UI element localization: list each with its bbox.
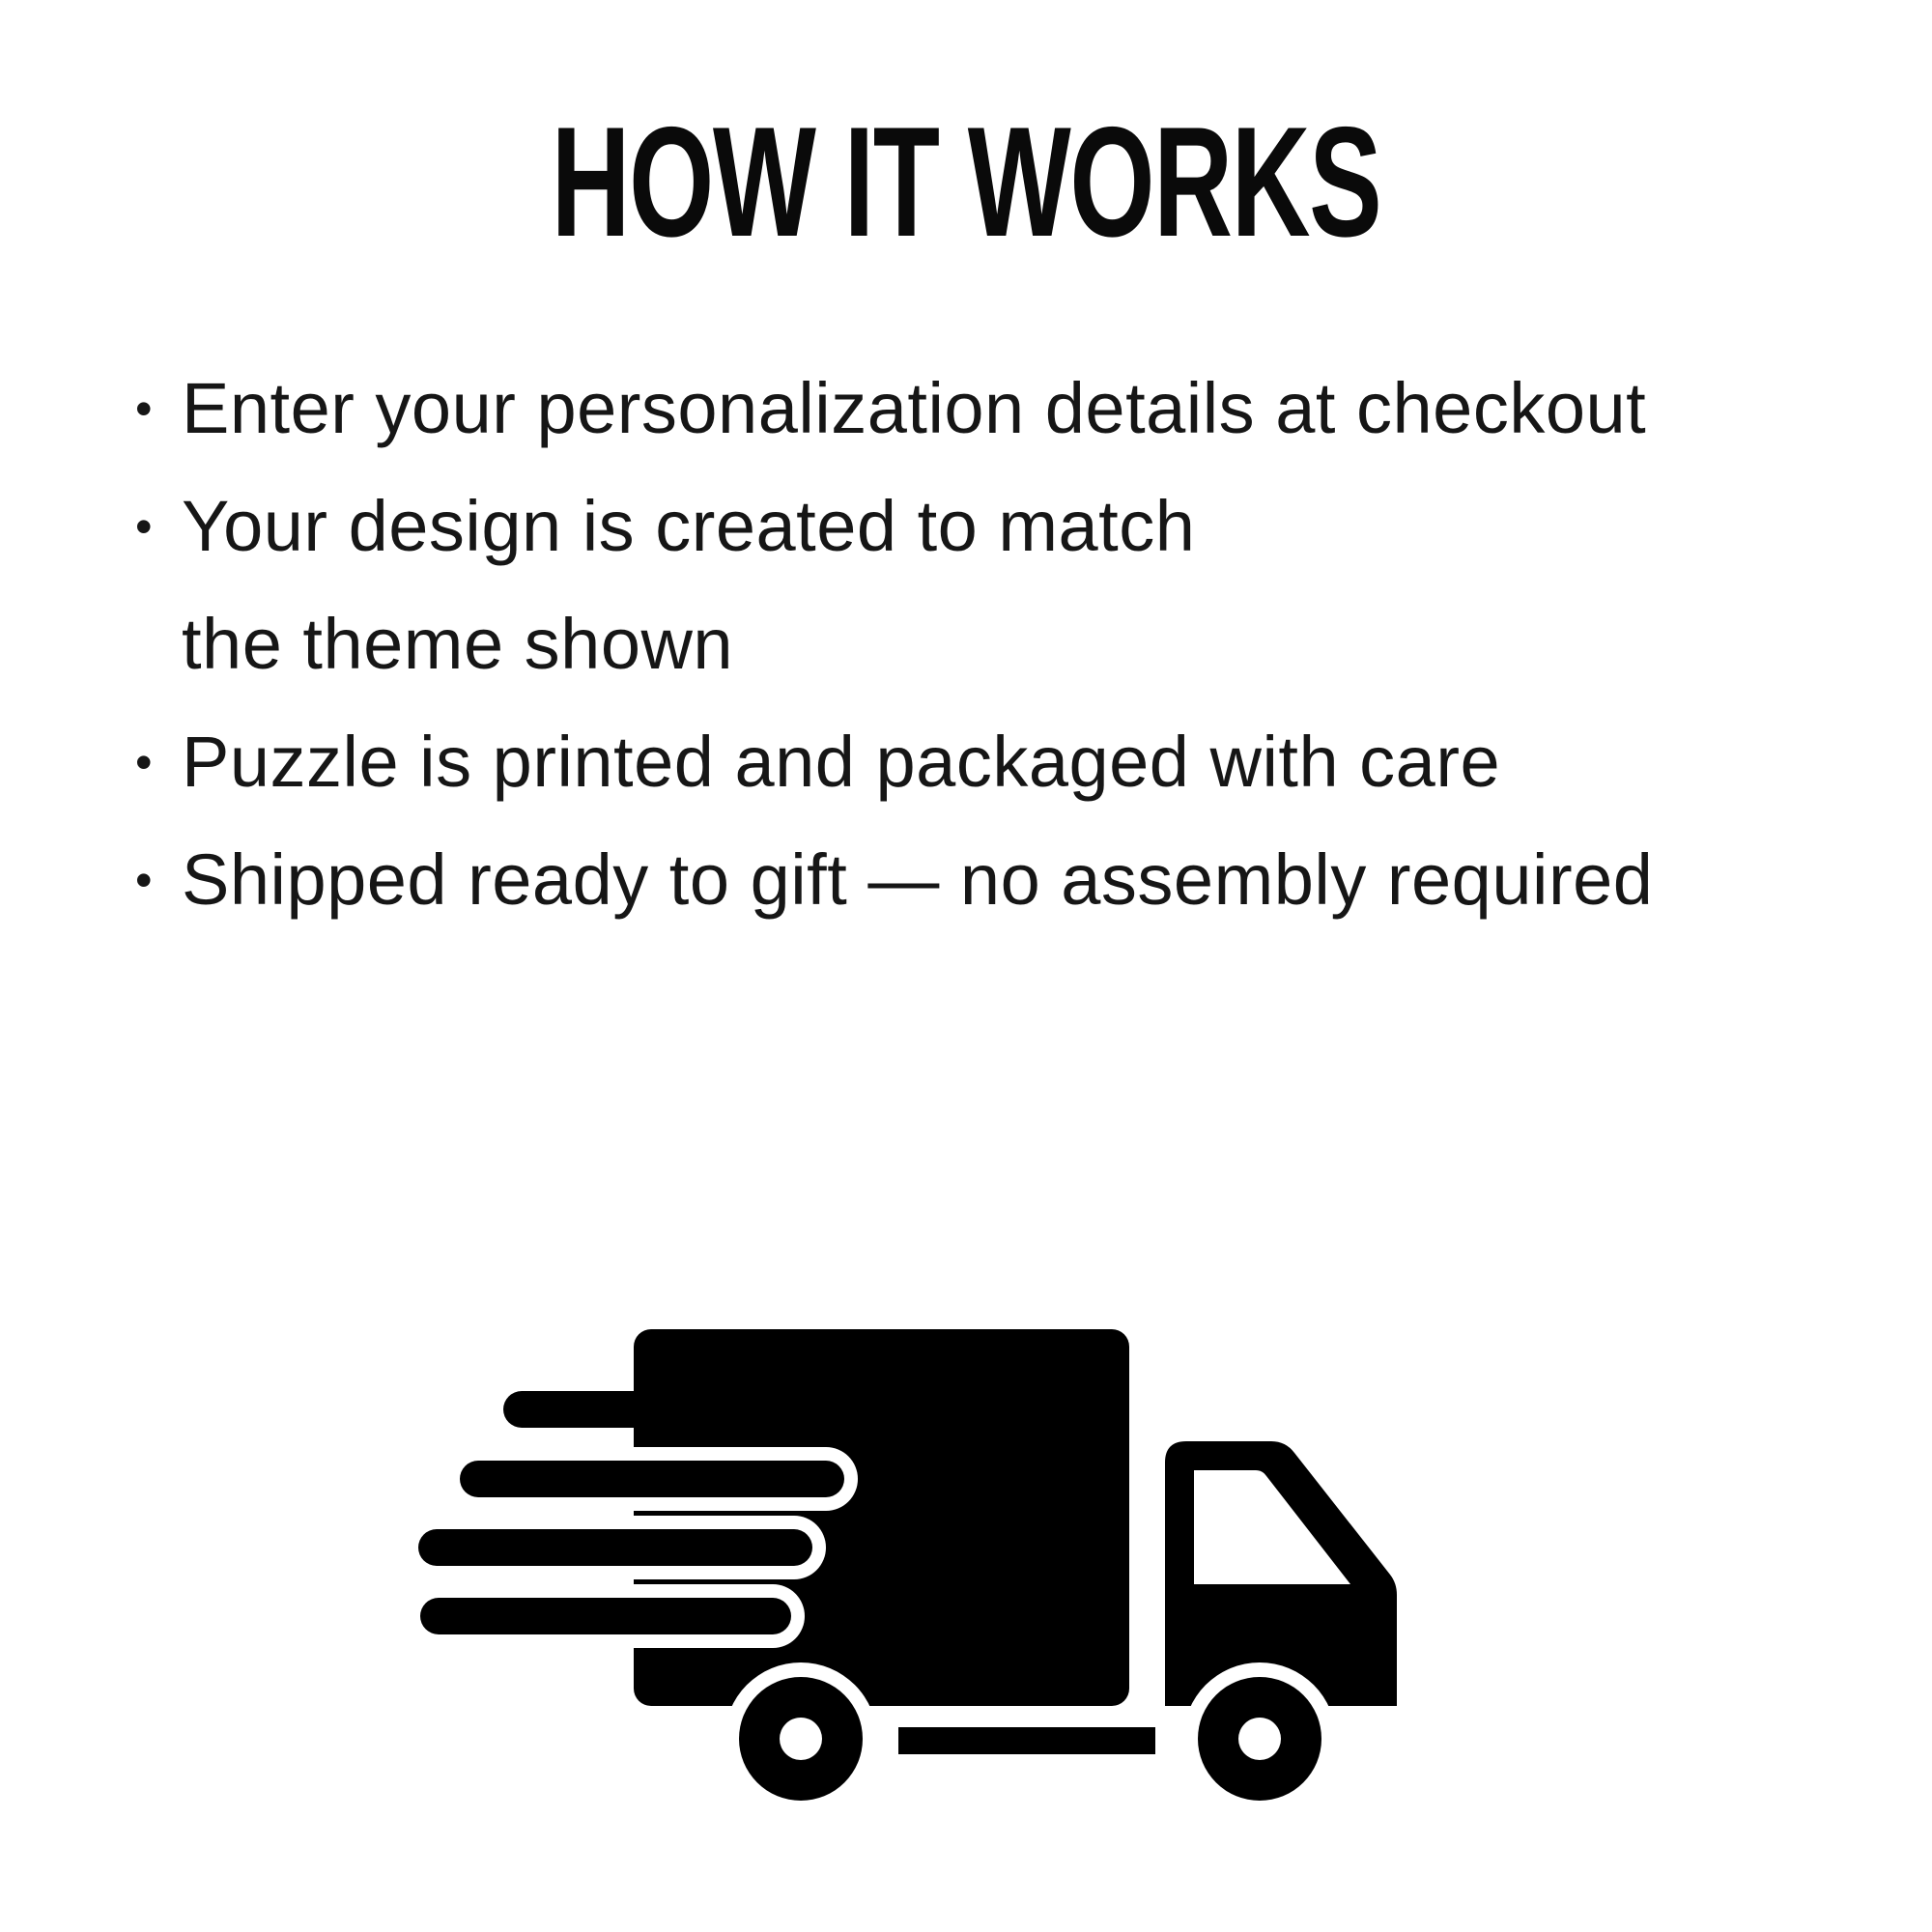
truck-ground-bar bbox=[898, 1727, 1155, 1754]
bullet-dot: • bbox=[135, 499, 154, 554]
list-item-text: Enter your personalization details at checkout bbox=[182, 368, 1647, 448]
page-title: HOW IT WORKS bbox=[551, 95, 1381, 270]
bullet-dot: • bbox=[135, 382, 154, 436]
list-item-text: Shipped ready to gift — no assembly required bbox=[182, 839, 1654, 920]
list-item-text: Puzzle is printed and packaged with care bbox=[182, 722, 1501, 802]
list-item-text: the theme shown bbox=[182, 604, 734, 684]
front-wheel-hub bbox=[1238, 1718, 1281, 1760]
rear-wheel-hub bbox=[780, 1718, 822, 1760]
bullet-dot: • bbox=[135, 735, 154, 789]
list-item-text: Your design is created to match bbox=[182, 486, 1196, 566]
bullet-dot: • bbox=[135, 853, 154, 907]
